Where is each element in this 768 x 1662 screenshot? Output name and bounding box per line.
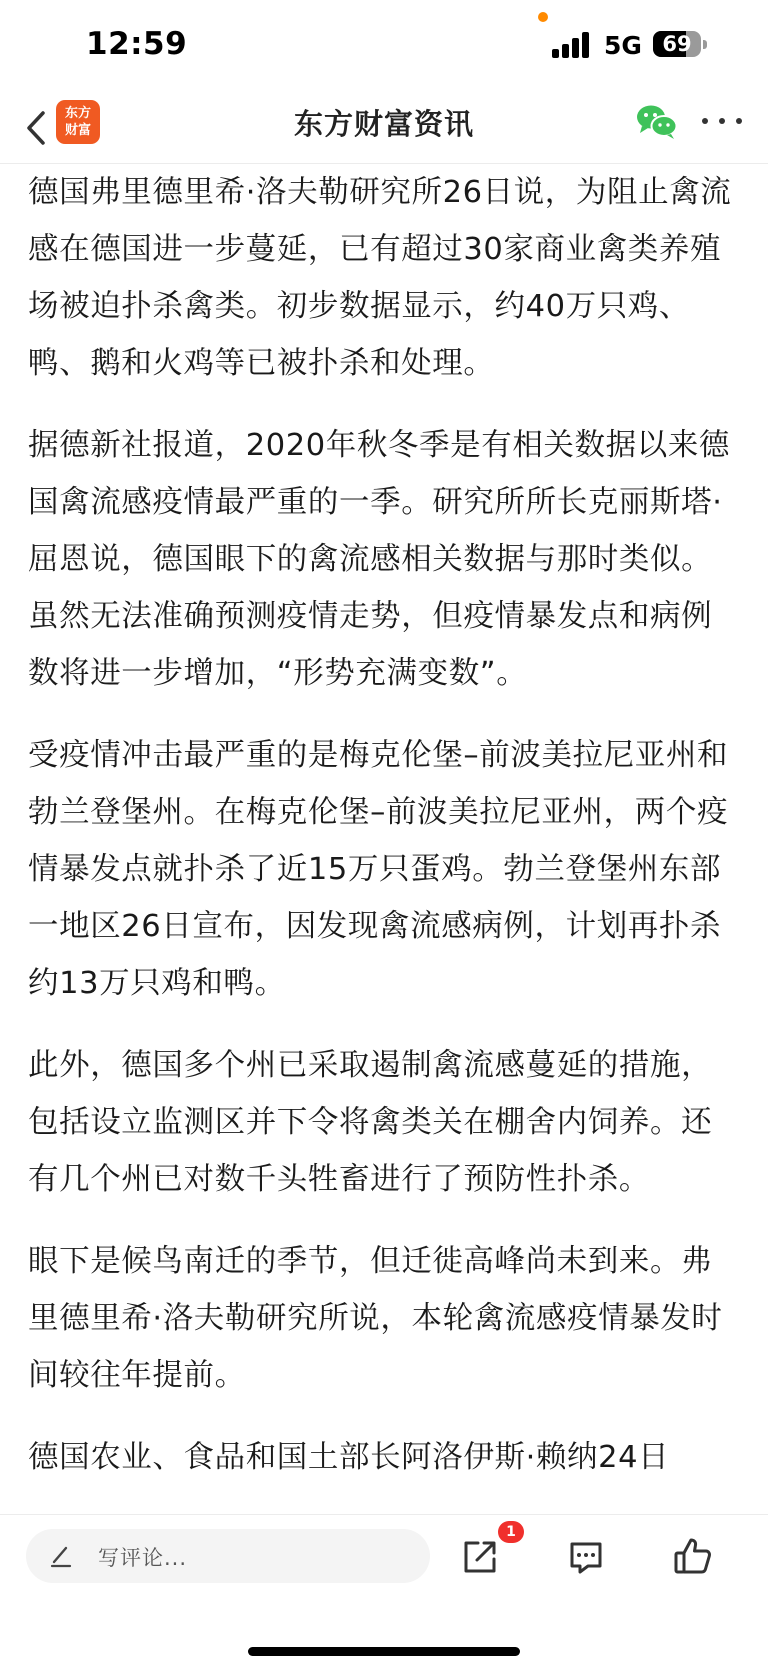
battery-level: 69 [662, 32, 692, 56]
like-icon [672, 1535, 714, 1577]
article-body [28, 164, 742, 1514]
wechat-share-button[interactable] [636, 104, 678, 140]
comments-button[interactable] [566, 1537, 606, 1577]
article-paragraph: 据德新社报道，2020年秋冬季是有相关数据以来德国禽流感疫情最严重的一季。研究所所长克丽斯塔·屈恩说，德国眼下的禽流感相关数据与那时类似。虽然无法准确预测疫情走势，但疫情暴发点和病例数将进一步增加，“形势充满变数”。 [28, 428, 731, 691]
like-button[interactable] [672, 1535, 714, 1577]
status-bar [0, 0, 768, 92]
more-button[interactable] [702, 106, 742, 136]
nav-bar [0, 92, 768, 164]
share-icon [460, 1537, 500, 1577]
comment-input[interactable] [26, 1529, 430, 1583]
share-button[interactable] [460, 1537, 500, 1577]
share-count-badge: 1 [498, 1521, 524, 1543]
recording-indicator-dot [538, 12, 548, 22]
app-logo: 东方财富 [56, 100, 100, 144]
more-icon [702, 118, 708, 124]
wechat-icon [636, 104, 678, 140]
comment-placeholder: 写评论... [98, 1546, 188, 1570]
signal-icon [552, 30, 592, 58]
article-paragraph: 德国弗里德里希·洛夫勒研究所26日说，为阻止禽流感在德国进一步蔓延，已有超过30家商业禽类养殖场被迫扑杀禽类。初步数据显示，约40万只鸡、鸭、鹅和火鸡等已被扑杀和处理。 [28, 175, 732, 381]
home-indicator[interactable] [248, 1647, 520, 1656]
article-paragraph: 眼下是候鸟南迁的季节，但迁徙高峰尚未到来。弗里德里希·洛夫勒研究所说，本轮禽流感疫情暴发时间较往年提前。 [28, 1244, 723, 1393]
status-time: 12:59 [86, 26, 188, 62]
page-title: 东方财富资讯 [293, 107, 474, 141]
article-paragraph: 受疫情冲击最严重的是梅克伦堡–前波美拉尼亚州和勃兰登堡州。在梅克伦堡–前波美拉尼亚州，两个疫情暴发点就扑杀了近15万只蛋鸡。勃兰登堡州东部一地区26日宣布，因发现禽流感病例，计划再扑杀约13万只鸡和鸭。 [28, 738, 729, 1001]
network-type: 5G [604, 31, 642, 60]
bottom-action-bar [0, 1514, 768, 1662]
battery-cap [703, 40, 707, 49]
article-paragraph: 德国农业、食品和国土部长阿洛伊斯·赖纳24日 [28, 1440, 670, 1475]
comment-icon [566, 1537, 606, 1577]
battery-icon [653, 31, 701, 57]
pen-icon [48, 1543, 74, 1569]
article-paragraph: 此外，德国多个州已采取遏制禽流感蔓延的措施，包括设立监测区并下令将禽类关在棚舍内饲养。还有几个州已对数千头牲畜进行了预防性扑杀。 [28, 1048, 713, 1197]
